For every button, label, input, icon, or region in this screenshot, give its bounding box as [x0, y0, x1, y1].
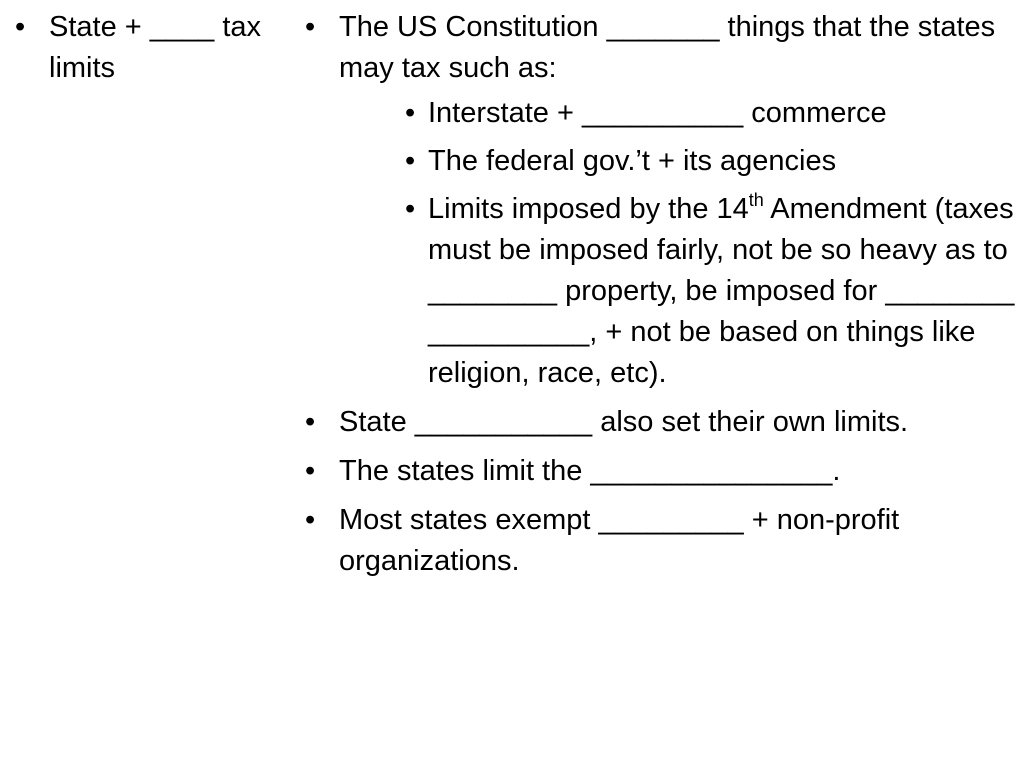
sub-bullet-federal-government — [405, 141, 1020, 182]
bullet-item-state-tax-limits — [15, 7, 265, 89]
sub-bullet-text: The federal gov.’t + its agencies — [428, 145, 837, 177]
sub-bullet-glyph: • — [405, 193, 416, 225]
bullet-item-states-exempt — [305, 500, 1020, 582]
sub-bullet-text: Interstate + __________ commerce — [428, 97, 887, 129]
bullet-item-us-constitution — [305, 7, 1020, 394]
right-column — [305, 7, 1020, 590]
bullet-text: Most states exempt _________ + non-profit organizations. — [339, 504, 900, 577]
sub-bullet-14th-amendment — [405, 189, 1020, 394]
bullet-text: State + ____ tax limits — [49, 11, 262, 84]
bullet-glyph: • — [305, 455, 316, 487]
bullet-glyph: • — [305, 504, 316, 536]
sub-bullet-text-before: Limits imposed by the 14 — [428, 193, 749, 225]
sub-bullet-glyph: • — [405, 97, 416, 129]
bullet-text: The states limit the _______________. — [339, 455, 841, 487]
bullet-text: State ___________ also set their own limits. — [339, 406, 909, 438]
bullet-glyph: • — [305, 11, 316, 43]
sub-bullet-interstate-commerce — [405, 93, 1020, 134]
sub-bullet-text-after: Amendment (taxes must be imposed fairly, not be so heavy as to ________ property, be imposed for ________ __________, + not be based on things like religion, race, etc). — [428, 193, 1015, 389]
bullet-item-states-limit — [305, 451, 1020, 492]
sub-bullet-list — [339, 93, 1020, 394]
bullet-glyph: • — [305, 406, 316, 438]
bullet-glyph: • — [15, 11, 26, 43]
sub-bullet-glyph: • — [405, 145, 416, 177]
left-column — [15, 7, 265, 97]
bullet-text: The US Constitution _______ things that the states may tax such as: — [339, 11, 996, 84]
ordinal-superscript: th — [748, 190, 764, 210]
bullet-item-state-limits — [305, 402, 1020, 443]
